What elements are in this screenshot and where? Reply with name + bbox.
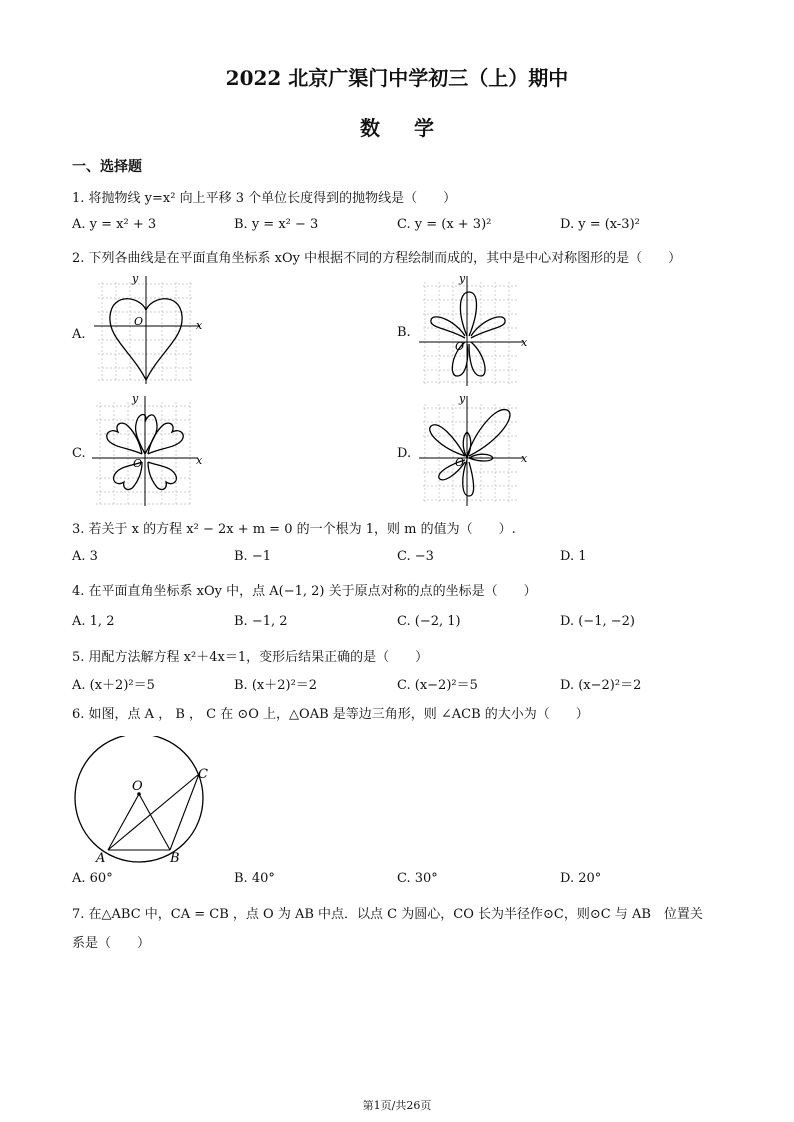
- question-1-stem: 1. 将抛物线 y=x² 向上平移 3 个单位长度得到的抛物线是（ ）: [72, 191, 457, 206]
- graph-c-y-label: y: [132, 392, 139, 405]
- question-5-option-d: D. (x−2)²＝2: [560, 678, 642, 693]
- graph-c-x-label: x: [196, 454, 203, 467]
- question-4-option-d: D. (−1, −2): [560, 614, 635, 629]
- question-2-option-b: B.: [397, 325, 411, 340]
- graph-a-y-label: y: [132, 272, 139, 285]
- question-1-option-c: C. y = (x + 3)²: [397, 217, 492, 232]
- graph-d-origin-label: O: [455, 456, 465, 469]
- figure-label-o: O: [132, 779, 143, 794]
- question-4-option-c: C. (−2, 1): [397, 614, 461, 629]
- question-2-option-c: C.: [72, 446, 86, 461]
- question-6-option-d: D. 20°: [560, 871, 602, 886]
- question-1-option-b: B. y = x² − 3: [234, 217, 319, 232]
- figure-label-c: C: [198, 767, 208, 782]
- section-heading: 一、选择题: [72, 159, 142, 175]
- graph-a-origin-label: O: [134, 315, 144, 328]
- question-6-stem: 6. 如图，点 A ， B ， C 在 ⊙O 上，△OAB 是等边三角形，则 ∠ACB 的大小为（ ）: [72, 707, 589, 722]
- graph-b-petals: [415, 272, 535, 388]
- question-3-option-b: B. −1: [234, 549, 271, 564]
- figure-label-b: B: [170, 851, 180, 866]
- question-3-option-a: A. 3: [72, 549, 98, 564]
- question-6-circle-figure: [66, 736, 226, 866]
- question-3-option-c: C. −3: [397, 549, 434, 564]
- question-6-option-c: C. 30°: [397, 871, 438, 886]
- question-4-stem: 4. 在平面直角坐标系 xOy 中，点 A(−1, 2) 关于原点对称的点的坐标是（ ）: [72, 584, 537, 599]
- question-5-option-b: B. (x＋2)²＝2: [234, 678, 318, 693]
- question-7-stem-line2: 系是（ ）: [72, 936, 151, 951]
- graph-b-y-label: y: [459, 272, 466, 285]
- question-1-option-d: D. y = (x-3)²: [560, 217, 640, 232]
- graph-b-x-label: x: [521, 336, 528, 349]
- graph-b-origin-label: O: [455, 340, 465, 353]
- question-7-stem-line1: 7. 在△ABC 中，CA = CB ，点 O 为 AB 中点．以点 C 为圆心，CO 长为半径作⊙C，则⊙C 与 AB 位置关: [72, 907, 703, 922]
- question-5-option-a: A. (x＋2)²＝5: [72, 678, 155, 693]
- question-4-option-b: B. −1, 2: [234, 614, 288, 629]
- question-2-stem: 2. 下列各曲线是在平面直角坐标系 xOy 中根据不同的方程绘制而成的，其中是中心对称图形的是（ ）: [72, 251, 682, 266]
- question-4-option-a: A. 1, 2: [72, 614, 115, 629]
- page-footer: 第1页/共26页: [362, 1099, 432, 1112]
- question-5-option-c: C. (x−2)²＝5: [397, 678, 478, 693]
- question-6-option-a: A. 60°: [72, 871, 113, 886]
- graph-d-y-label: y: [459, 392, 466, 405]
- question-6-option-b: B. 40°: [234, 871, 275, 886]
- question-3-option-d: D. 1: [560, 549, 587, 564]
- graph-c-origin-label: O: [133, 457, 143, 470]
- graph-a-heart: [90, 272, 220, 387]
- graph-a-x-label: x: [196, 319, 203, 332]
- graph-d-butterfly: [415, 392, 537, 508]
- subject-title: 数学: [360, 116, 468, 140]
- question-2-option-d: D.: [397, 446, 412, 461]
- graph-c-four-hearts: [90, 392, 210, 508]
- graph-d-x-label: x: [521, 452, 528, 465]
- question-2-option-a: A.: [72, 327, 86, 342]
- question-5-stem: 5. 用配方法解方程 x²＋4x＝1，变形后结果正确的是（ ）: [72, 650, 429, 665]
- question-3-stem: 3. 若关于 x 的方程 x² − 2x + m = 0 的一个根为 1，则 m 的值为（ ）.: [72, 522, 516, 537]
- page-title: 2022 北京广渠门中学初三（上）期中: [225, 66, 569, 90]
- figure-label-a: A: [96, 851, 106, 866]
- question-1-option-a: A. y = x² + 3: [72, 217, 157, 232]
